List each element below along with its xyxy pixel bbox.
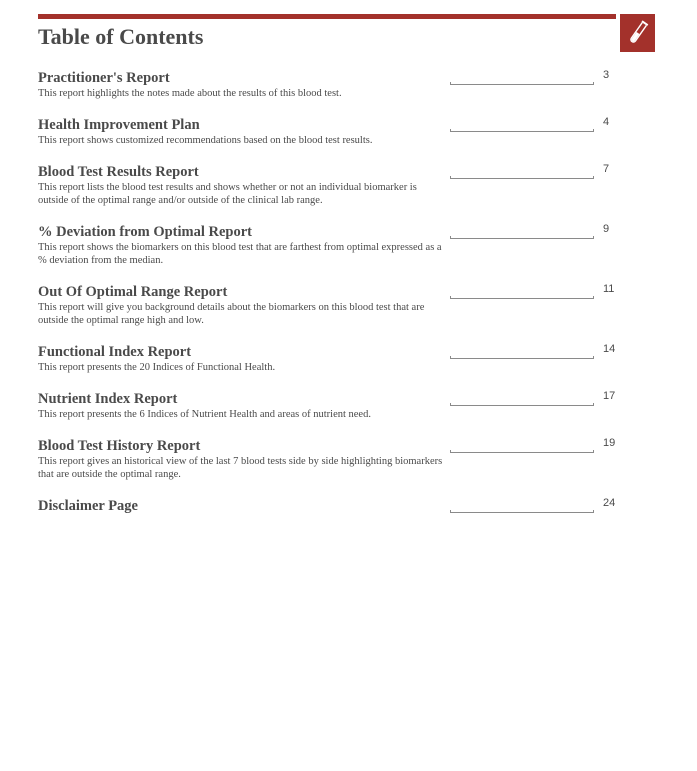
toc-page-number[interactable]: 9	[603, 223, 610, 235]
toc-entry-out-of-optimal-range-report[interactable]	[38, 283, 613, 327]
toc-entry-title[interactable]: Disclaimer Page	[38, 498, 138, 514]
toc-leader-line	[450, 358, 594, 359]
toc-leader-line	[450, 452, 594, 453]
toc-entry-description: This report lists the blood test results and shows whether or not an individual biomarker is outside of the optimal range and/or outside of the clinical lab range.	[38, 182, 417, 206]
toc-leader-line	[450, 131, 594, 132]
toc-leader-line	[450, 178, 594, 179]
toc-entry-title[interactable]: Practitioner's Report	[38, 70, 170, 86]
toc-entry-description: This report shows the biomarkers on this blood test that are farthest from optimal expressed as a % deviation from the median.	[38, 242, 442, 266]
header-rule	[38, 14, 616, 19]
toc-leader-line	[450, 238, 594, 239]
toc-entry-health-improvement-plan[interactable]	[38, 116, 613, 147]
toc-entry-functional-index-report[interactable]	[38, 343, 616, 374]
toc-entry-blood-test-history-report[interactable]	[38, 437, 616, 481]
toc-page-number[interactable]: 4	[603, 116, 610, 128]
toc-entry-disclaimer-page[interactable]	[38, 497, 616, 515]
toc-entry-description: This report shows customized recommendations based on the blood test results.	[38, 135, 373, 146]
toc-entry-title[interactable]: Out Of Optimal Range Report	[38, 284, 228, 300]
toc-leader-line	[450, 298, 594, 299]
toc-page-number[interactable]: 3	[603, 69, 610, 81]
page-title: Table of Contents	[38, 24, 204, 49]
toc-entry-deviation-from-optimal-report[interactable]	[38, 223, 613, 267]
toc-page-number[interactable]: 7	[603, 163, 610, 175]
toc-page-number[interactable]: 11	[603, 283, 615, 295]
test-tube-icon	[620, 14, 655, 52]
toc-leader-line	[450, 84, 594, 85]
toc-page-number[interactable]: 24	[603, 497, 616, 509]
toc-entry-title[interactable]: Functional Index Report	[38, 344, 192, 360]
toc-leader-line	[450, 512, 594, 513]
toc-entry-title[interactable]: Blood Test History Report	[38, 438, 201, 454]
toc-entry-nutrient-index-report[interactable]	[38, 390, 616, 421]
toc-leader-line	[450, 405, 594, 406]
toc-entry-practitioners-report[interactable]	[38, 69, 613, 100]
toc-entry-title[interactable]: Blood Test Results Report	[38, 164, 199, 180]
toc-entry-description: This report highlights the notes made about the results of this blood test.	[38, 88, 342, 99]
toc-entry-description: This report presents the 20 Indices of Functional Health.	[38, 362, 276, 373]
toc-entry-blood-test-results-report[interactable]	[38, 163, 613, 207]
toc-entry-title[interactable]: Nutrient Index Report	[38, 391, 178, 407]
toc-entry-title[interactable]: Health Improvement Plan	[38, 117, 200, 133]
toc-entry-title[interactable]: % Deviation from Optimal Report	[38, 224, 252, 240]
toc-entry-description: This report will give you background details about the biomarkers on this blood test that are outside the optimal range high and low.	[38, 302, 425, 326]
toc-page-number[interactable]: 14	[603, 343, 616, 355]
toc-entry-description: This report gives an historical view of the last 7 blood tests side by side highlighting biomarkers that are outside the optimal range.	[38, 456, 443, 480]
toc-page-number[interactable]: 19	[603, 437, 616, 449]
toc-page-number[interactable]: 17	[603, 390, 616, 402]
toc-entry-description: This report presents the 6 Indices of Nutrient Health and areas of nutrient need.	[38, 409, 371, 420]
